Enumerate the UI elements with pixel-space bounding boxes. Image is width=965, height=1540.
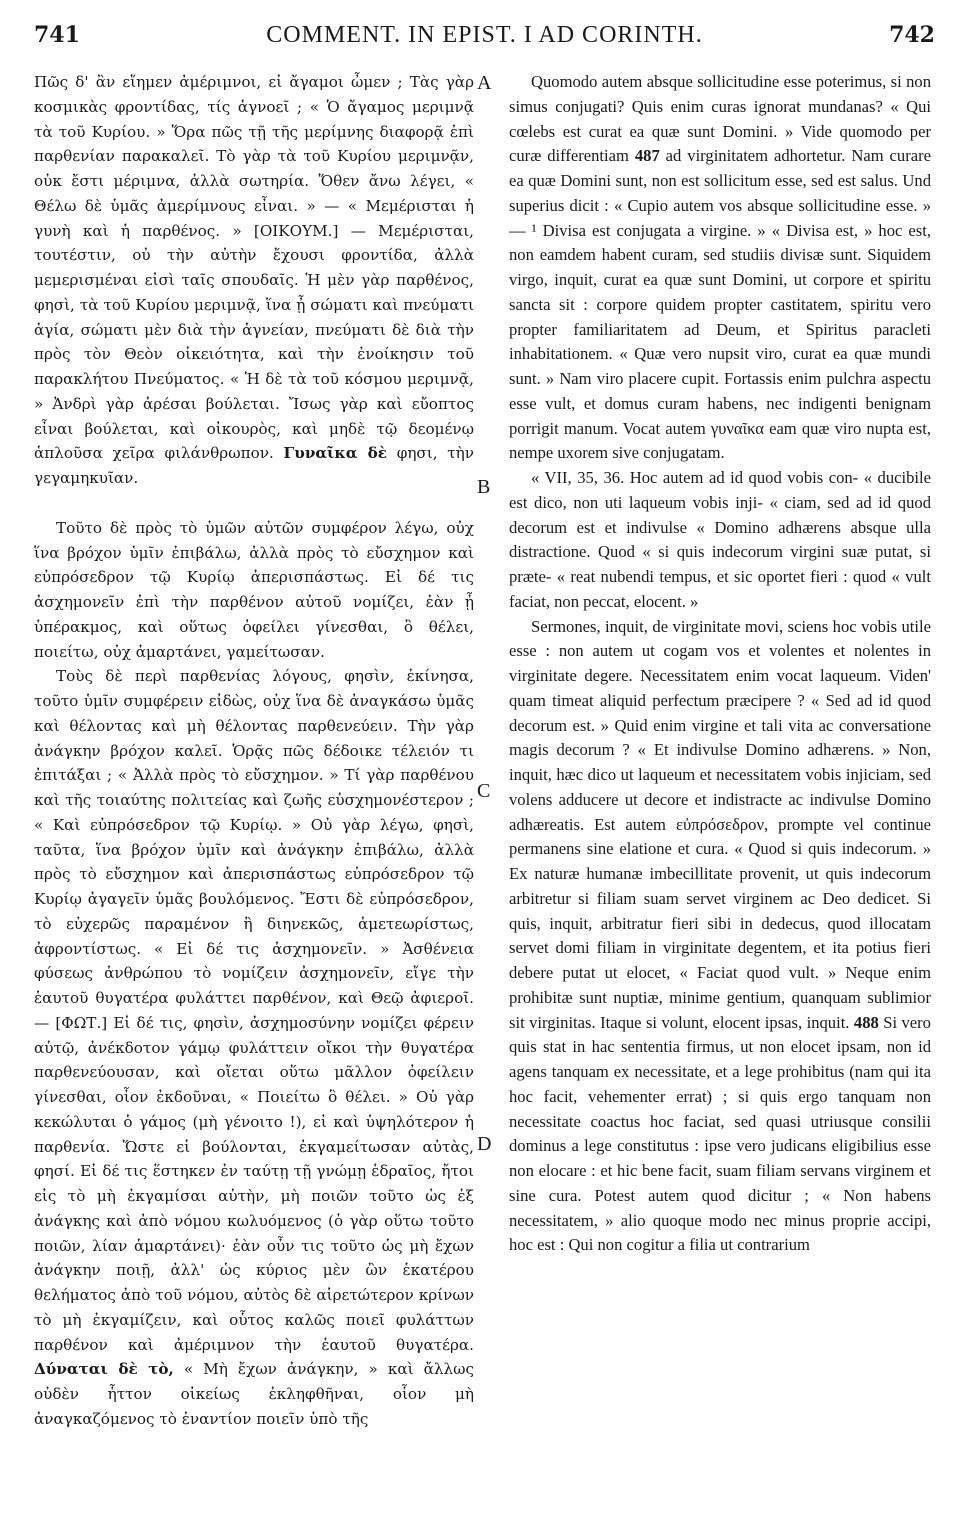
running-title: COMMENT. IN EPIST. I AD CORINTH. bbox=[266, 22, 703, 48]
latin-paragraph-3: Sermones, inquit, de virginitate movi, sciens hoc vobis utile esse : non autem ut cogam vos et volentes et nolentes in virginitate degere. Necessitatem enim vocat laqueum. Viden' quam timeat aliquid perfectum præcipere ? « Sed ad id quod decorum est. » Quid enim virgine et tali vita ac conversatione magis decorum ? « Et indivulse Domino adhærens. » Non, inquit, hæc dico ut laqueum et necessitatem vobis injiciam, sed volens adducere ut decore et indistracte ac indivulse Domino adhæreatis. Est autem εὐπρόσεδρον, prompte vel continue permanens sine elatione et cura. « Quod si quis indecorum. » Ex naturæ humanæ imbecillitate provenit, ut quis indecorum arbitretur si filiam suam servet virginem ac Deo dedicet. Si quis, inquit, arbitratur fieri sibi in dedecus, quod illocatam servet domi filiam in virginitate degentem, et ita potius fieri debere putat ut elocet, « Faciat quod vult. » Neque enim prohibitæ sunt nuptiæ, minime gentium, quanquam sublimior sit virginitas. Itaque si volunt, elocent ipsas, inquit. 488 Si vero quis stat in hac sententia firmus, ut non elocet ipsam, non id agens tanquam ex necessitate, et a lege prohibitus (nam qui ita hoc facit, vehementer errat) ; si quis ergo tanquam non necessitate coactus hoc faciat, sed quasi utriusque consilii dominus a lege constitutus : ipse vero judicans eligibilius esse non elocare : et hic bene facit, suam filiam servans virginem et sine cura. Potest autem quod dicitur ; « Non habens necessitatem, » alio quoque modo nec minus proprie accipi, hoc est : Qui non cogitur a filia ut contrarium bbox=[509, 616, 931, 1255]
section-marker-c: C bbox=[477, 780, 491, 802]
page-header bbox=[30, 22, 939, 62]
page-number-left: 741 bbox=[34, 22, 80, 48]
greek-paragraph-1: Πῶς δ' ἂν εἴημεν ἀμέριμνοι, εἰ ἄγαμοι ὦμεν ; Τὰς γὰρ κοσμικὰς φροντίδας, τίς ἀγνοεῖ ; « Ὁ ἄγαμος μεριμνᾷ τὰ τοῦ Κυρίου. » Ὅρα πῶς τῇ τῆς μερίμνης διαφορᾷ ἐπὶ παρθενίαν παρακαλεῖ. Τὸ γὰρ τὰ τοῦ Κυρίου μεριμνᾷν, οὐκ ἔστι μέριμνα, ἀλλὰ σωτηρία. Ὅθεν ἄνω λέγει, « Θέλω δὲ ὑμᾶς ἀμερίμνους εἶναι. » — « Μεμέρισται ἡ γυνὴ καὶ ἡ παρθένος. » [ΟΙΚΟΥΜ.] — Μεμέρισται, τουτέστιν, οὐ τὴν αὐτὴν ἔχουσι φροντίδα, ἀλλὰ μεμερισμέναι εἰσὶ ταῖς σπουδαῖς. Ἡ μὲν γὰρ παρθένος, φησὶ, τὰ τοῦ Κυρίου μεριμνᾷ, ἵνα ᾖ σώματι καὶ πνεύματι ἁγία, σώματι μὲν διὰ τὴν ἁγνείαν, πνεύματι δὲ διὰ τὴν πρὸς τὸν Θεὸν οἰκειότητα, καὶ τὴν ἐνοίκησιν τοῦ παρακλήτου Πνεύματος. « Ἡ δὲ τὰ τοῦ κόσμου μεριμνᾷ, » Ἀνδρὶ γὰρ ἀρέσαι βούλεται. Ἴσως γὰρ καὶ εὔοπτος εἶναι βούλεται, καὶ οἰκουρὸς, καὶ μηδὲ τῷ δεομένῳ ἁπλοῦσα χεῖρα φιλάνθρωπον. Γυναῖκα δὲ φησι, τὴν γεγαμηκυῖαν. bbox=[34, 73, 475, 487]
latin-paragraph-2: « VII, 35, 36. Hoc autem ad id quod vobis con- « ducibile est dico, non uti laqueum vobis inji- « ciam, sed ad id quod decorum est et indivulse « Domino adhærens absque ulla distractione. Quod « si quis indecorum virgini suæ putat, si præte- « reat nubendi tempus, et sic oportet fieri : quod « vult faciat, non peccat, elocent. » bbox=[509, 468, 931, 611]
section-marker-d: D bbox=[477, 1133, 492, 1155]
latin-paragraph-1: Quomodo autem absque sollicitudine esse poterimus, si non simus conjugati? Quis enim curas ignorat mundanas? « Qui cœlebs est curat ea quæ sunt Domini. » Vide quomodo per curæ differentiam 487 ad virginitatem adhortetur. Nam curare ea quæ Domini sunt, non est sollicitum esse, sed est salus. Und superius dicit : « Cupio autem vos absque sollicitudine esse. » — ¹ Divisa est conjugata a virgine. » « Divisa est, » hoc est, non eamdem habent curam, sed studiis divisæ sunt. Siquidem virgo, inquit, curat ea quæ sunt Domini, ut corpore et spiritu sancta sit : corpore quidem propter castitatem, spiritu vero propter familiaritatem ad Deum, et Spiritus paracleti inhabitationem. « Quæ vero nupsit viro, curat ea quæ mundi sunt. » Nam viro placere cupit. Fortassis enim pulchra aspectu esse vult, et domus curam habens, nec indigenti benignam porrigit manum. Vocat autem γυναῖκα eam quæ viro nupta est, nempe uxorem sive conjugatam. bbox=[509, 72, 931, 463]
greek-paragraph-2: Τοῦτο δὲ πρὸς τὸ ὑμῶν αὐτῶν συμφέρον λέγω, οὐχ ἵνα βρόχον ὑμῖν ἐπιβάλω, ἀλλὰ πρὸς τὸ εὔσχημον καὶ εὐπρόσεδρον τῷ Κυρίῳ ἀπερισπάστως. Εἰ δέ τις ἀσχημονεῖν ἐπὶ τὴν παρθένον αὐτοῦ νομίζει, ἐὰν ᾖ ὑπέρακμος, καὶ οὕτως ὀφείλει γίνεσθαι, ὃ θέλει, ποιείτω, οὐχ ἁμαρτάνει, γαμείτωσαν. bbox=[34, 518, 474, 661]
column-number-488: 488 bbox=[853, 1012, 879, 1032]
greek-column bbox=[34, 70, 474, 1432]
section-marker-b: B bbox=[477, 476, 491, 498]
page-number-right: 742 bbox=[889, 22, 935, 48]
column-number-487: 487 bbox=[634, 146, 660, 166]
latin-column bbox=[509, 70, 931, 1258]
section-marker-a: A bbox=[477, 72, 492, 94]
greek-paragraph-3: Τοὺς δὲ περὶ παρθενίας λόγους, φησὶν, ἐκίνησα, τοῦτο ὑμῖν συμφέρειν εἰδὼς, οὐχ ἵνα δὲ ἀναγκάσω ὑμᾶς καὶ θέλοντας καὶ μὴ θέλοντας παρθενεύειν. Τὴν γὰρ ἀνάγκην βρόχον καλεῖ. Ὁρᾷς πῶς δέδοικε τέλειόν τι ἐπιτάξαι ; « Ἀλλὰ πρὸς τὸ εὔσχημον. » Τί γὰρ παρθένου καὶ τῆς τοιαύτης πολιτείας καὶ ζωῆς εὐσχημονέστερον ; « Καὶ εὐπρόσεδρον τῷ Κυρίῳ. » Οὐ γὰρ λέγω, φησὶ, ταῦτα, ἵνα βρόχον ὑμῖν καὶ ἀνάγκην ἐπιβάλω, ἀλλὰ πρὸς τὸ εὔσχημον καὶ ἀπερισπάστως εὐπρόσεδρον τῷ Κυρίῳ ἀγαγεῖν ὑμᾶς βουλόμενος. Ἔστι δὲ εὐπρόσεδρον, τὸ εὐχερῶς παραμένον ἢ διηνεκῶς, ἀμετεωρίστως, ἀφροντίστως. « Εἰ δέ τις ἀσχημονεῖν. » Ἀσθένεια φύσεως ἀνθρώπου τὸ νομίζειν ἀσχημονεῖν, εἴγε τὴν ἑαυτοῦ θυγατέρα φυλάττει παρθένον, καὶ Θεῷ ἀφιεροῖ. — [ΦΩΤ.] Εἰ δέ τις, φησὶν, ἀσχημοσύνην νομίζει φέρειν αὐτῷ, ἀνέκδοτον γάμῳ φυλάττειν οἴκοι τὴν θυγατέρα παρθενεύουσαν, καὶ οἴεται οὕτω μᾶλλον ὀφείλειν γίνεσθαι, οἷον ἐκδοῦναι, « Ποιείτω ὃ θέλει. » Οὐ γὰρ κεκώλυται ὁ γάμος (μὴ γένοιτο !), εἰ καὶ ὑψηλότερον ἡ παρθενία. Ὥστε εἰ βούλονται, ἐκγαμείτωσαν αὐτὰς, φησί. Εἰ δέ τις ἕστηκεν ἐν ταύτῃ τῇ γνώμῃ ἑδραῖος, ἤτοι εἰς τὸ μὴ ἐκγαμίσαι αὐτὴν, μὴ ποιῶν τοῦτο ὡς ἐξ ἀνάγκης καὶ ἀπὸ νόμου κωλυόμενος (ὁ γὰρ οὕτω τοῦτο ποιῶν, λίαν ἁμαρτάνει)· ἐὰν οὖν τις τοῦτο ὡς μὴ ἔχων ἀνάγκην ποιῇ, ἀλλ' ὡς κύριος μὲν ὢν ἑκατέρου θελήματος ἀπὸ τοῦ νόμου, αὐτὸς δὲ αἱρετώτερον κρίνων τὸ μὴ ἐκγαμίζειν, καὶ οὗτος καλῶς ποιεῖ φυλάττων παρθένον καὶ ἀμέριμνον τὴν ἑαυτοῦ θυγατέρα. Δύναται δὲ τὸ, « Μὴ ἔχων ἀνάγκην, » καὶ ἄλλως οὐδὲν ἧττον οἰκείως ἐκληφθῆναι, οἷον μὴ ἀναγκαζόμενος τὸ ἐναντίον ποιεῖν ὑπὸ τῆς bbox=[34, 667, 474, 1428]
